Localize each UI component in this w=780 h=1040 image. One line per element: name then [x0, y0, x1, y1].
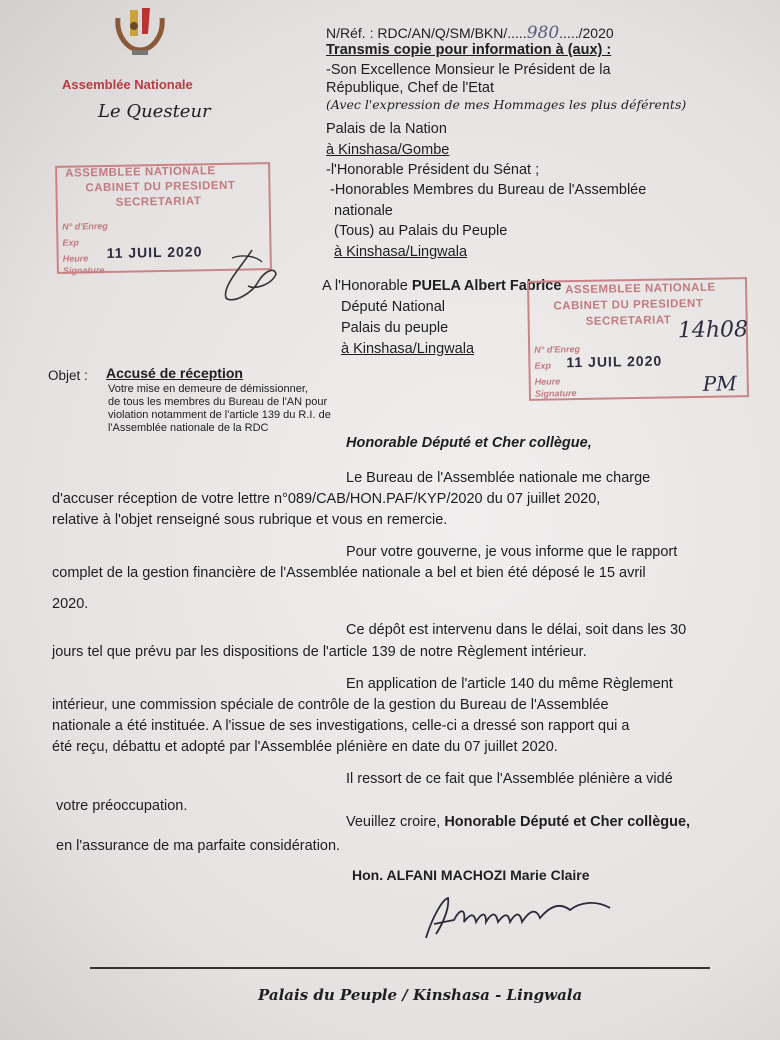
stamp-left-field2: Exp — [62, 237, 80, 248]
reference-prefix: N/Réf. : RDC/AN/Q/SM/BKN/ — [326, 25, 508, 41]
stamp-right-date: 11 JUIL 2020 — [566, 352, 663, 371]
transmis-heading: Transmis copie pour information à (aux) : — [326, 42, 612, 58]
paragraph-4-line-4: été reçu, débattu et adopté par l'Assemblée plénière en date du 07 juillet 2020. — [52, 739, 558, 755]
stamp-left-field3: Heure — [62, 253, 89, 264]
emblem-icon — [108, 6, 172, 58]
stamp-right-field3: Heure — [534, 376, 561, 387]
paragraph-3-line-1: Ce dépôt est intervenu dans le délai, soit dans les 30 — [346, 622, 687, 638]
paragraph-4-line-1: En application de l'article 140 du même Règlement — [346, 676, 673, 692]
stamp-right-line1: ASSEMBLEE NATIONALE — [565, 281, 716, 297]
stamp-left-line2: CABINET DU PRESIDENT — [85, 179, 236, 195]
paragraph-6-line-2: en l'assurance de ma parfaite considération. — [56, 838, 341, 854]
stamp-left-line3: SECRETARIAT — [115, 195, 202, 209]
addressee-city: à Kinshasa/Lingwala — [341, 341, 475, 357]
addressee-title: Député National — [341, 299, 445, 315]
paragraph-5-line-1: Il ressort de ce fait que l'Assemblée plénière a vidé — [346, 771, 673, 787]
stamp-right-field2: Exp — [534, 360, 552, 371]
paragraph-2-line-3: 2020. — [52, 596, 89, 612]
palais-nation: Palais de la Nation — [326, 121, 447, 137]
paragraph-1-line-2: d'accuser réception de votre lettre n°089/CAB/HON.PAF/KYP/2020 du 07 juillet 2020, — [52, 491, 601, 507]
paragraph-2-line-1: Pour votre gouverne, je vous informe que le rapport — [346, 544, 678, 560]
closing-salutation: Honorable Député et Cher collègue, — [444, 814, 691, 830]
kinshasa-lingwala-header: à Kinshasa/Lingwala — [334, 244, 468, 260]
reference: N/Réf. : RDC/AN/Q/SM/BKN/.....980...../2020 — [326, 23, 614, 43]
addressee-palais: Palais du peuple — [341, 320, 449, 336]
addressee-name: PUELA Albert Fabrice — [411, 278, 562, 294]
tous-palais: (Tous) au Palais du Peuple — [334, 223, 508, 239]
paragraph-1-line-3: relative à l'objet renseigné sous rubrique et vous en remercie. — [52, 512, 448, 528]
addressee-prefix: A l'Honorable — [322, 278, 412, 294]
secretariat-stamp-right — [527, 277, 749, 401]
paragraph-2-line-2: complet de la gestion financière de l'Assemblée nationale a bel et bien été déposé le 15 avril — [52, 565, 646, 581]
objet-label: Objet : — [48, 368, 88, 383]
signer-name: Hon. ALFANI MACHOZI Marie Claire — [352, 867, 590, 883]
addressee-line — [322, 276, 561, 296]
handwritten-time: 14h08 — [677, 317, 749, 344]
paragraph-6-line-1 — [346, 812, 690, 832]
paragraph-1-line-1: Le Bureau de l'Assemblée nationale me charge — [346, 470, 651, 486]
paragraph-3-line-2: jours tel que prévu par les dispositions de l'article 139 de notre Règlement intérieur. — [52, 644, 587, 660]
kinshasa-gombe: à Kinshasa/Gombe — [326, 142, 450, 158]
stamp-left-line1: ASSEMBLEE NATIONALE — [65, 165, 216, 180]
signature-icon — [420, 888, 620, 948]
reference-number: 980 — [526, 23, 560, 43]
reference-suffix: /2020 — [578, 25, 614, 41]
stamp-right-line3: SECRETARIAT — [585, 314, 672, 328]
paragraph-4-line-3: nationale a été instituée. A l'issue de ses investigations, celle-ci a dressé son rapport qui a — [52, 718, 630, 734]
objet-line-1: Votre mise en demeure de démissionner, — [108, 383, 308, 395]
objet-line-4: l'Assemblée nationale de la RDC — [108, 422, 269, 434]
paragraph-5-line-2: votre préoccupation. — [56, 798, 188, 814]
handwritten-am: PM — [702, 371, 737, 396]
stamp-right-field1: N° d'Enreg — [534, 344, 581, 355]
bureau-members-line-1: -Honorables Membres du Bureau de l'Assemblée — [330, 182, 647, 198]
stamp-right-field4: Signature — [534, 388, 577, 399]
stamp-right-line2: CABINET DU PRESIDENT — [553, 297, 704, 313]
recipient-line-2: République, Chef de l'Etat — [326, 80, 495, 96]
stamp-left-field1: N° d'Enreg — [62, 220, 108, 232]
stamp-left-field4: Signature — [62, 265, 105, 276]
handwritten-initials-icon — [212, 246, 282, 306]
objet-line-2: de tous les membres du Bureau de l'AN pour — [108, 396, 328, 408]
stamp-left-date: 11 JUIL 2020 — [106, 243, 203, 261]
footer-divider — [90, 967, 710, 969]
bureau-members-line-2: nationale — [334, 203, 393, 219]
closing-prefix: Veuillez croire, — [346, 814, 445, 830]
homage-note: (Avec l'expression de mes Hommages les plus déférents) — [326, 97, 687, 112]
organization-name: Assemblée Nationale — [62, 77, 193, 92]
paragraph-4-line-2: intérieur, une commission spéciale de contrôle de la gestion du Bureau de l'Assemblée — [52, 697, 609, 713]
objet-title: Accusé de réception — [106, 365, 243, 381]
president-senat: -l'Honorable Président du Sénat ; — [326, 162, 540, 178]
objet-line-3: violation notamment de l'article 139 du R.I. de — [108, 409, 331, 421]
salutation: Honorable Député et Cher collègue, — [346, 435, 592, 451]
footer-address: Palais du Peuple / Kinshasa - Lingwala — [258, 986, 583, 1004]
recipient-line-1: -Son Excellence Monsieur le Président de la — [326, 62, 611, 78]
office-title: Le Questeur — [98, 101, 211, 122]
